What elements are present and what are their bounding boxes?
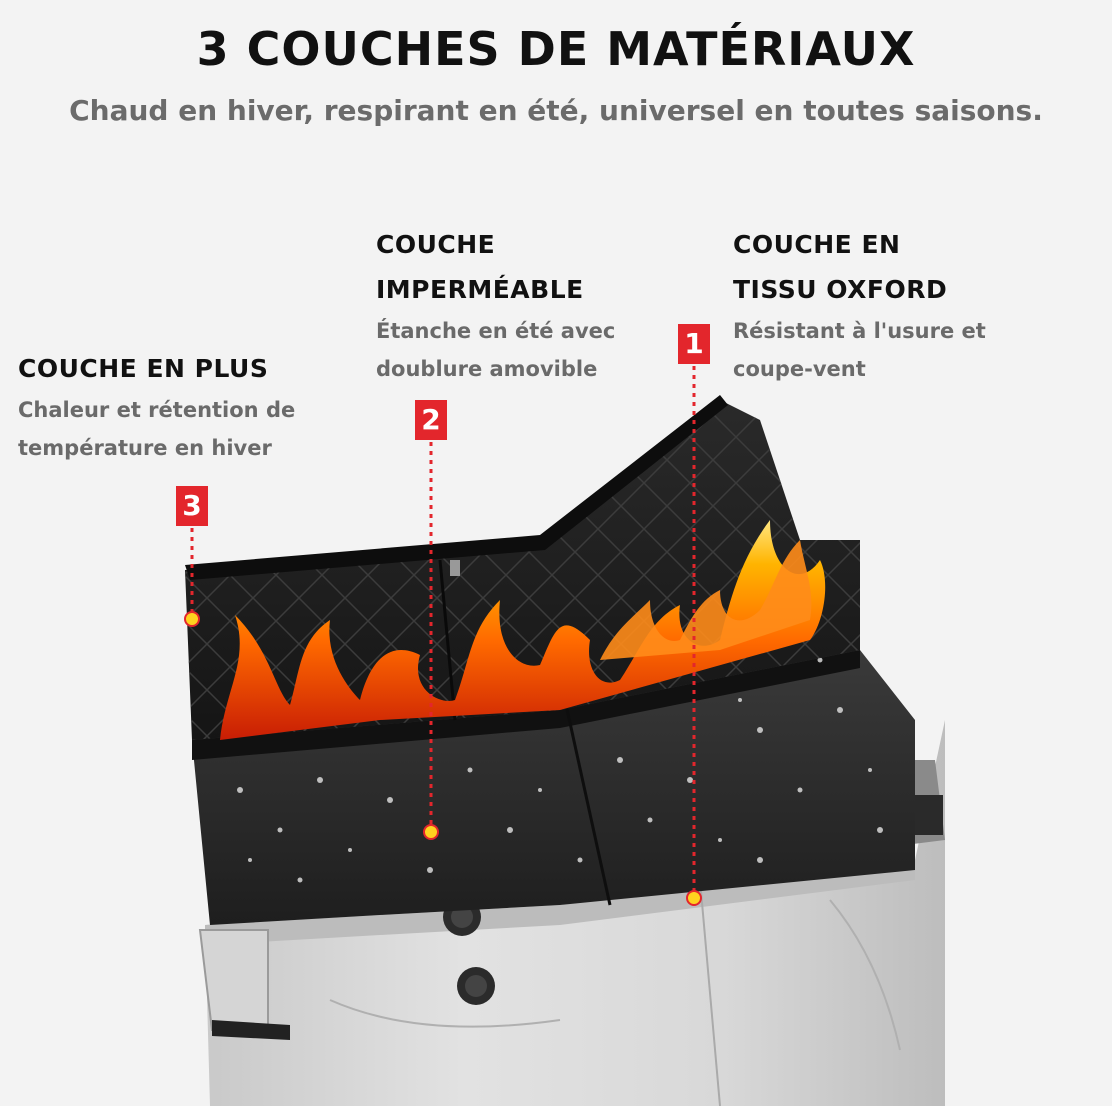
page-subtitle: Chaud en hiver, respirant en été, universel en toutes saisons. bbox=[69, 94, 1043, 127]
marker-dot-3 bbox=[185, 612, 199, 626]
layer-3-badge: 3 bbox=[176, 486, 208, 526]
layer-2-badge: 2 bbox=[415, 400, 447, 440]
layer-3-title: COUCHE EN PLUS bbox=[18, 354, 269, 383]
layer-1-badge: 1 bbox=[678, 324, 710, 364]
marker-dot-1 bbox=[687, 891, 701, 905]
layer-3-description: Chaleur et rétention de température en hiver bbox=[18, 398, 296, 460]
marker-dot-2 bbox=[424, 825, 438, 839]
layer-2-title: COUCHE IMPERMÉABLE bbox=[376, 230, 584, 304]
layer-1-description: Résistant à l'usure et coupe-vent bbox=[733, 319, 986, 381]
page-title: 3 COUCHES DE MATÉRIAUX bbox=[196, 22, 916, 76]
layer-1-title: COUCHE EN TISSU OXFORD bbox=[733, 230, 948, 304]
layer-2-description: Étanche en été avec doublure amovible bbox=[376, 319, 616, 381]
